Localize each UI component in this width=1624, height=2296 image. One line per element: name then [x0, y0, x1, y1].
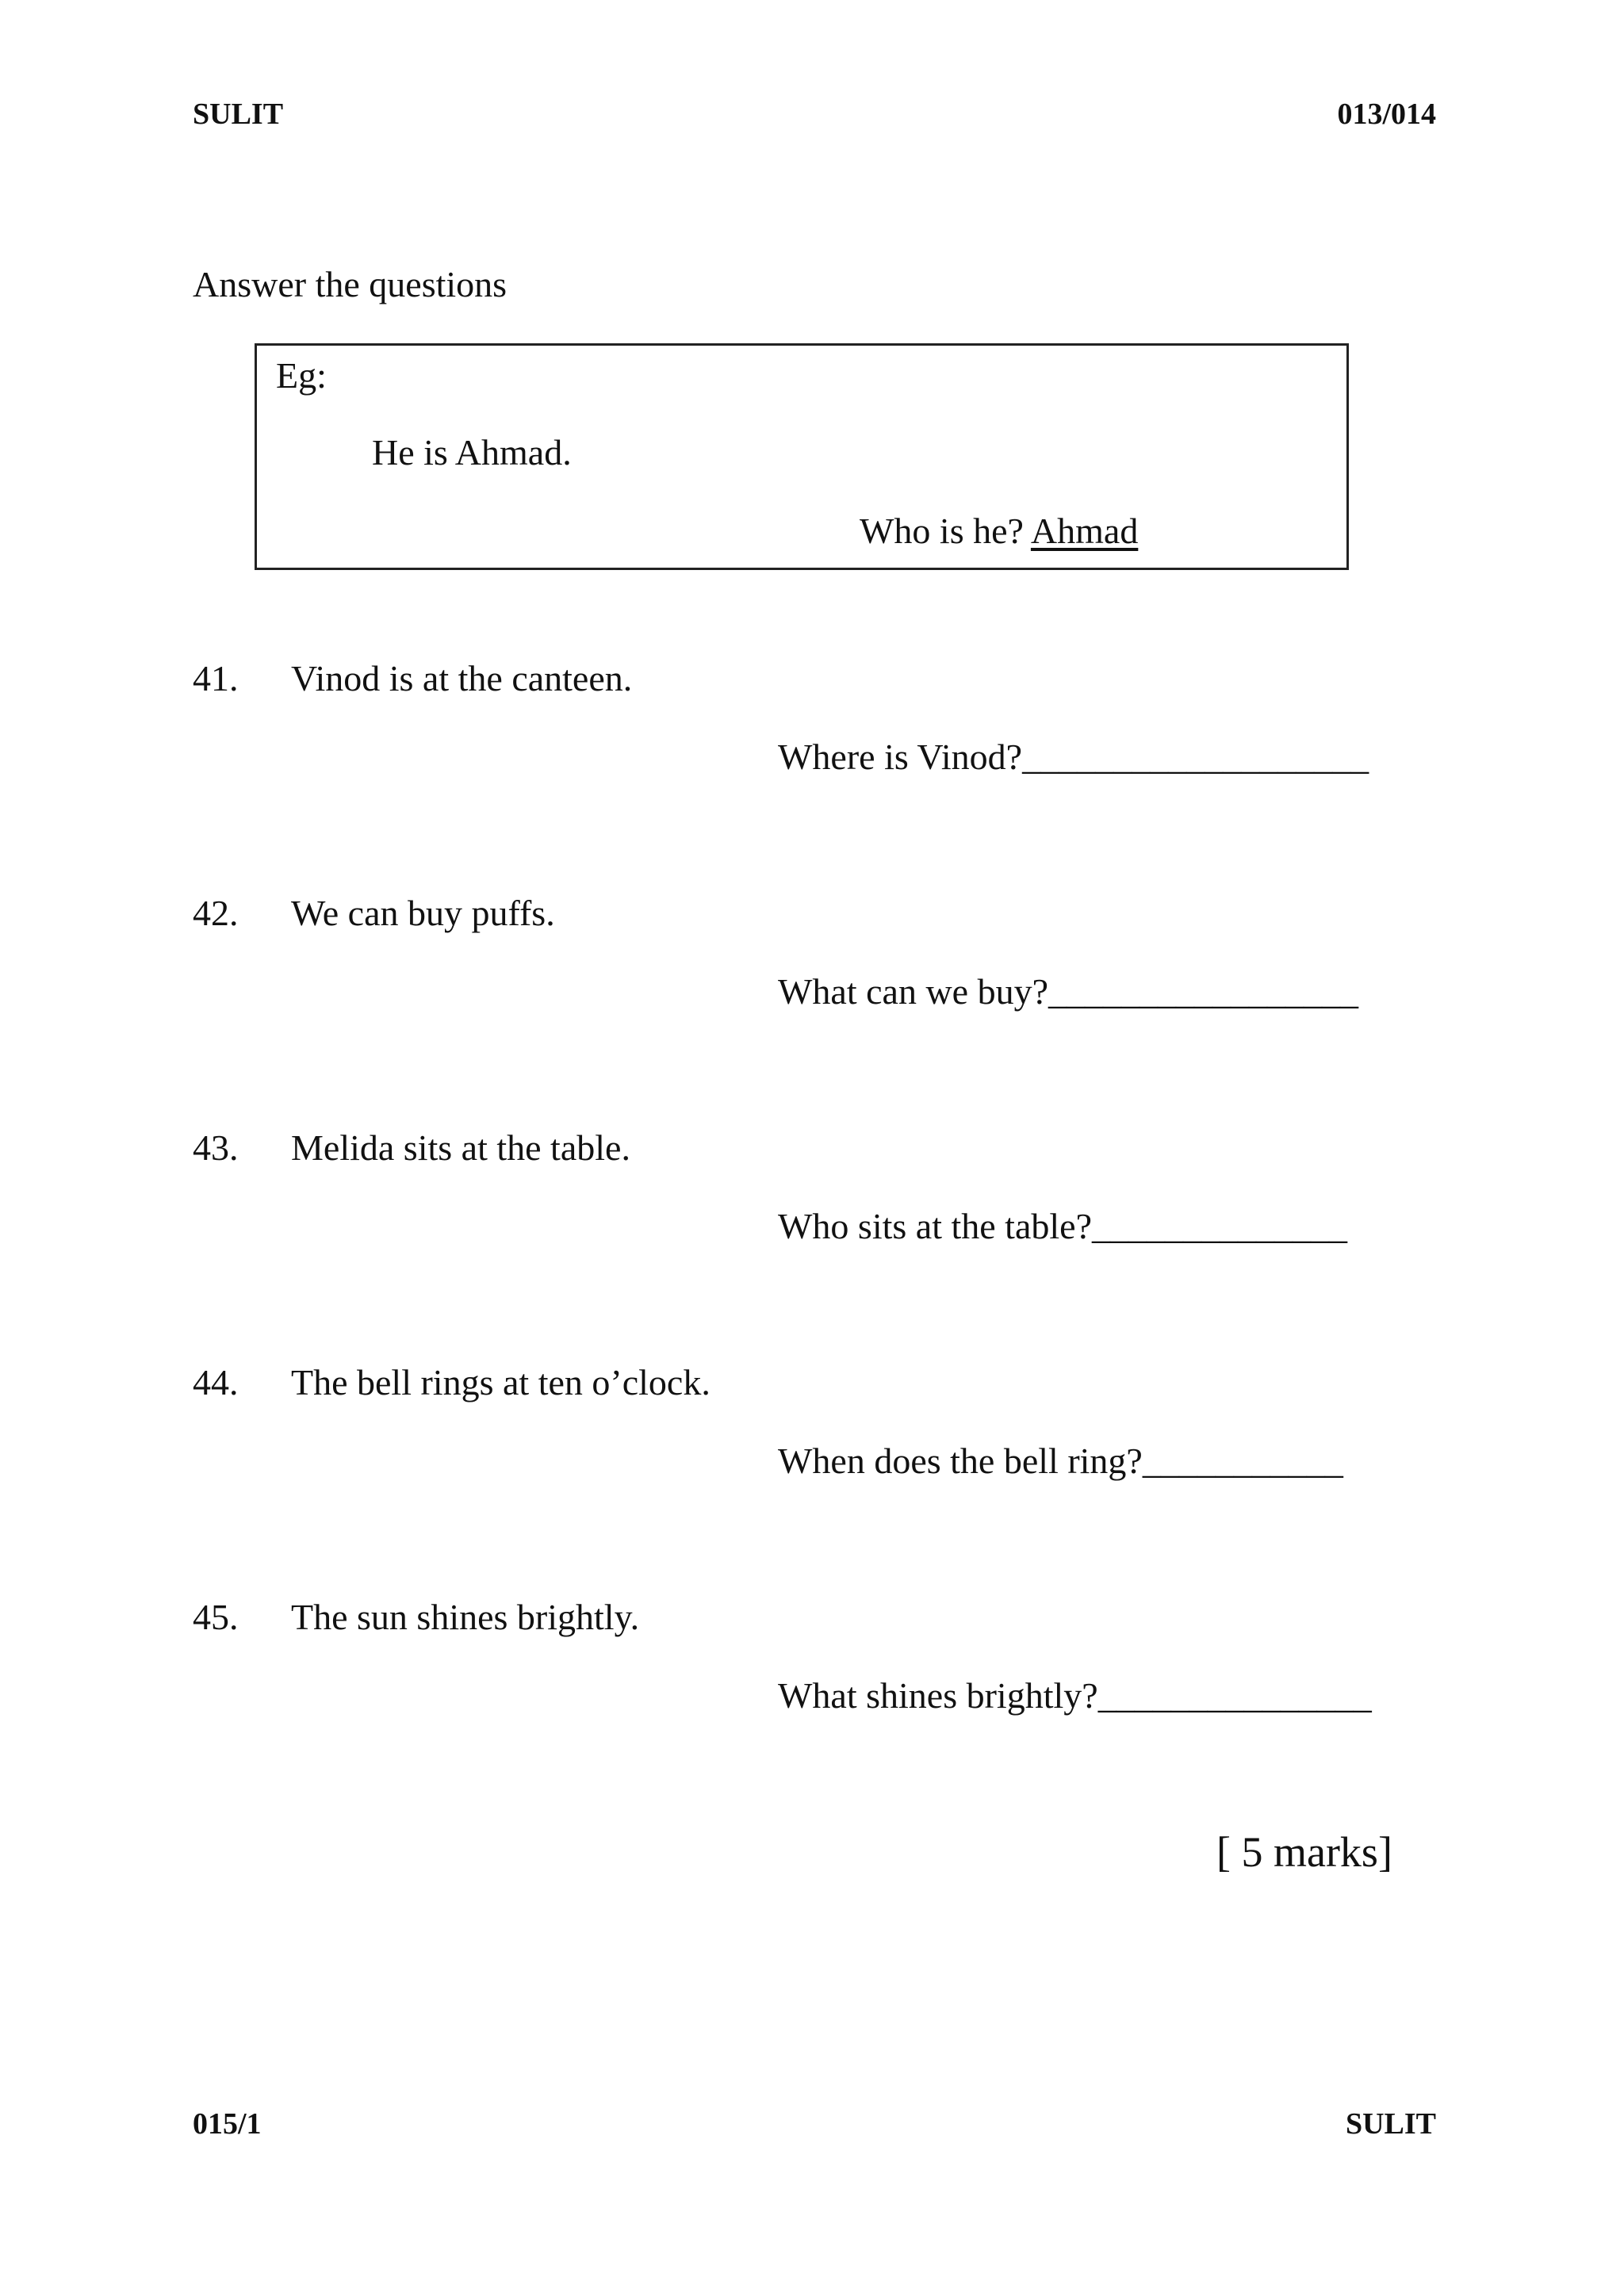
question-statement-45: The sun shines brightly.: [291, 1597, 640, 1637]
question-number-43: 43.: [193, 1127, 239, 1168]
header-paper-code: 013/014: [1337, 98, 1436, 131]
question-prompt-43: Who sits at the table?______________: [778, 1206, 1347, 1246]
instruction-text: Answer the questions: [193, 264, 508, 304]
example-answer: Ahmad: [1030, 511, 1139, 551]
example-box: [255, 343, 1349, 570]
example-question-line: [860, 510, 1138, 552]
example-question: Who is he?: [860, 511, 1024, 551]
question-statement-42: We can buy puffs.: [291, 893, 555, 933]
question-number-45: 45.: [193, 1597, 239, 1637]
question-statement-43: Melida sits at the table.: [291, 1127, 630, 1168]
question-prompt-42: What can we buy?_________________: [778, 971, 1359, 1012]
question-statement-44: The bell rings at ten o’clock.: [291, 1362, 710, 1402]
footer-classification: SULIT: [1345, 2107, 1436, 2141]
footer-paper-code: 015/1: [193, 2107, 262, 2141]
question-prompt-44: When does the bell ring?___________: [778, 1441, 1343, 1481]
total-marks: [ 5 marks]: [1216, 1828, 1392, 1876]
example-label: Eg:: [276, 355, 327, 396]
question-number-44: 44.: [193, 1362, 239, 1402]
question-prompt-45: What shines brightly?_______________: [778, 1675, 1372, 1716]
question-statement-41: Vinod is at the canteen.: [291, 658, 633, 698]
header-classification: SULIT: [193, 98, 284, 131]
example-statement: He is Ahmad.: [372, 432, 572, 473]
question-prompt-41: Where is Vinod?___________________: [778, 737, 1369, 777]
question-number-42: 42.: [193, 893, 239, 933]
question-number-41: 41.: [193, 658, 239, 698]
